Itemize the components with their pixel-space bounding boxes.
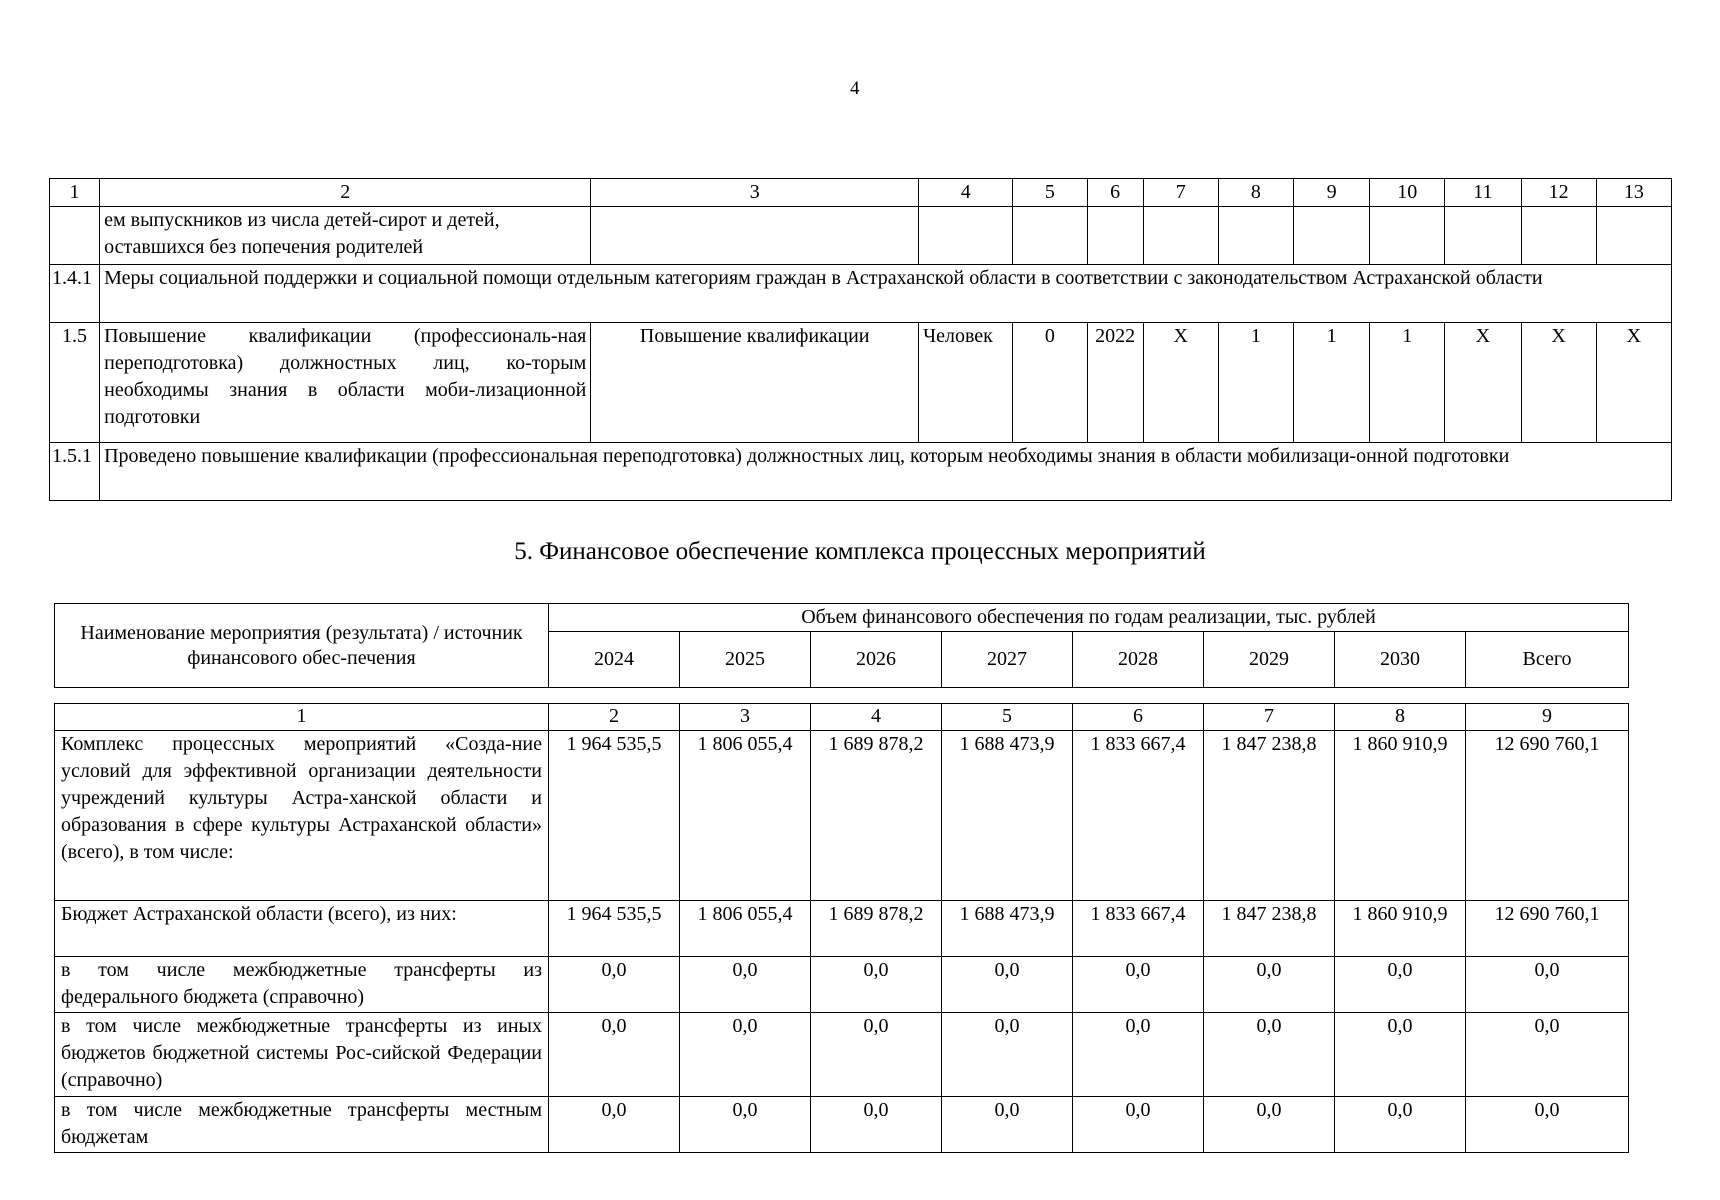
result-name: Повышение квалификации xyxy=(591,323,919,443)
value-cell: 1 xyxy=(1370,323,1445,443)
row-name: в том числе межбюджетные трансферты из иных бюджетов бюджетной системы Рос-сийской Федерации (справочно) xyxy=(55,1013,549,1097)
value-cell: 0,0 xyxy=(942,957,1073,1013)
value-cell: 12 690 760,1 xyxy=(1466,901,1629,957)
col-header: 2 xyxy=(100,179,591,207)
col-number: 8 xyxy=(1335,704,1466,731)
finance-table-header xyxy=(54,603,1629,688)
value-cell: 1 860 910,9 xyxy=(1335,901,1466,957)
value-cell: 1 xyxy=(1218,323,1293,443)
year-header: 2025 xyxy=(680,632,811,688)
year-header: Всего xyxy=(1466,632,1629,688)
value-cell: 0,0 xyxy=(549,1097,680,1153)
value-cell: 1 847 238,8 xyxy=(1204,901,1335,957)
value-cell: 0,0 xyxy=(811,1097,942,1153)
value-cell: 1 833 667,4 xyxy=(1073,901,1204,957)
table-row xyxy=(50,207,1672,265)
year-header: 2027 xyxy=(942,632,1073,688)
row-number: 1.4.1 xyxy=(50,265,100,323)
col-header: 10 xyxy=(1370,179,1445,207)
col-header: 8 xyxy=(1218,179,1293,207)
year-header: 2030 xyxy=(1335,632,1466,688)
value-cell: 1 688 473,9 xyxy=(942,731,1073,901)
col-header: 13 xyxy=(1596,179,1671,207)
value-cell: 0,0 xyxy=(811,957,942,1013)
value-cell: 1 806 055,4 xyxy=(680,901,811,957)
col-header: 6 xyxy=(1087,179,1143,207)
col-header: 9 xyxy=(1293,179,1369,207)
value-cell: 0,0 xyxy=(1335,1013,1466,1097)
value-cell: 0,0 xyxy=(942,1097,1073,1153)
value-cell: 0,0 xyxy=(1335,957,1466,1013)
value-cell: 0,0 xyxy=(1073,957,1204,1013)
unit: Человек xyxy=(919,323,1013,443)
value-cell: 1 806 055,4 xyxy=(680,731,811,901)
value-cell: 1 833 667,4 xyxy=(1073,731,1204,901)
value-cell: 0,0 xyxy=(1204,1097,1335,1153)
table-row xyxy=(55,901,1629,957)
row-name: в том числе межбюджетные трансферты местным бюджетам xyxy=(55,1097,549,1153)
table-row xyxy=(50,323,1672,443)
header-name: Наименование мероприятия (результата) / источник финансового обес-печения xyxy=(55,604,549,688)
value-cell: 0,0 xyxy=(680,957,811,1013)
row-text: Меры социальной поддержки и социальной помощи отдельным категориям граждан в Астраханской области в соответствии с законодательством Астраханской области xyxy=(100,265,1672,323)
value-cell: 1 688 473,9 xyxy=(942,901,1073,957)
col-header: 11 xyxy=(1445,179,1521,207)
value-cell: 0,0 xyxy=(680,1097,811,1153)
value-cell: 0,0 xyxy=(1335,1097,1466,1153)
col-header: 7 xyxy=(1143,179,1218,207)
year-header: 2024 xyxy=(549,632,680,688)
row-number: 1.5.1 xyxy=(50,443,100,501)
value-cell: 1 847 238,8 xyxy=(1204,731,1335,901)
value-cell: 0,0 xyxy=(549,1013,680,1097)
col-number: 7 xyxy=(1204,704,1335,731)
base-value: 0 xyxy=(1013,323,1087,443)
col-number: 2 xyxy=(549,704,680,731)
col-number: 6 xyxy=(1073,704,1204,731)
finance-table xyxy=(54,703,1629,1153)
value-cell: X xyxy=(1445,323,1521,443)
col-number: 5 xyxy=(942,704,1073,731)
value-cell: 0,0 xyxy=(1204,1013,1335,1097)
page-number: 4 xyxy=(850,78,860,99)
value-cell: X xyxy=(1521,323,1596,443)
year-header: 2029 xyxy=(1204,632,1335,688)
value-cell: X xyxy=(1596,323,1671,443)
value-cell: 1 860 910,9 xyxy=(1335,731,1466,901)
value-cell: 0,0 xyxy=(680,1013,811,1097)
row-name: Комплекс процессных мероприятий «Созда-ние условий для эффективной организации деятельности учреждений культуры Астра-ханской области и образования в сфере культуры Астраханской области» (всего), в том числе: xyxy=(55,731,549,901)
table-row xyxy=(55,957,1629,1013)
value-cell: 0,0 xyxy=(942,1013,1073,1097)
year-header: 2028 xyxy=(1073,632,1204,688)
table-row xyxy=(50,443,1672,501)
value-cell: 1 964 535,5 xyxy=(549,901,680,957)
table-header-row xyxy=(50,179,1672,207)
table-row xyxy=(55,1097,1629,1153)
value-cell: 0,0 xyxy=(1466,957,1629,1013)
col-header: 1 xyxy=(50,179,100,207)
value-cell: 0,0 xyxy=(1073,1013,1204,1097)
table-row xyxy=(50,265,1672,323)
value-cell: 0,0 xyxy=(1204,957,1335,1013)
col-header: 5 xyxy=(1013,179,1087,207)
value-cell: 0,0 xyxy=(1466,1013,1629,1097)
table-row xyxy=(55,1013,1629,1097)
col-number: 3 xyxy=(680,704,811,731)
row-text: Проведено повышение квалификации (профессиональная переподготовка) должностных лиц, которым необходимы знания в области мобилизаци-онной подготовки xyxy=(100,443,1672,501)
value-cell: 1 689 878,2 xyxy=(811,731,942,901)
value-cell: 0,0 xyxy=(811,1013,942,1097)
base-year: 2022 xyxy=(1087,323,1143,443)
row-name: в том числе межбюджетные трансферты из федерального бюджета (справочно) xyxy=(55,957,549,1013)
col-number: 9 xyxy=(1466,704,1629,731)
value-cell: 0,0 xyxy=(549,957,680,1013)
table-row xyxy=(55,731,1629,901)
indicators-table xyxy=(49,178,1672,501)
col-header: 12 xyxy=(1521,179,1596,207)
value-cell: 1 xyxy=(1293,323,1369,443)
value-cell: X xyxy=(1143,323,1218,443)
row-name: Повышение квалификации (профессиональ-ная переподготовка) должностных лиц, ко-торым необходимы знания в области моби-лизационной подготовки xyxy=(100,323,591,443)
header-volume: Объем финансового обеспечения по годам реализации, тыс. рублей xyxy=(549,604,1629,632)
column-number-row xyxy=(55,704,1629,731)
col-header: 4 xyxy=(919,179,1013,207)
value-cell: 0,0 xyxy=(1466,1097,1629,1153)
value-cell: 1 689 878,2 xyxy=(811,901,942,957)
value-cell: 12 690 760,1 xyxy=(1466,731,1629,901)
row-number: 1.5 xyxy=(50,323,100,443)
col-number: 1 xyxy=(55,704,549,731)
col-header: 3 xyxy=(591,179,919,207)
col-number: 4 xyxy=(811,704,942,731)
value-cell: 1 964 535,5 xyxy=(549,731,680,901)
value-cell: 0,0 xyxy=(1073,1097,1204,1153)
row-name: ем выпускников из числа детей-сирот и детей, оставшихся без попечения родителей xyxy=(100,207,591,265)
section-title: 5. Финансовое обеспечение комплекса процессных мероприятий xyxy=(514,538,1206,565)
year-header: 2026 xyxy=(811,632,942,688)
row-name: Бюджет Астраханской области (всего), из них: xyxy=(55,901,549,957)
